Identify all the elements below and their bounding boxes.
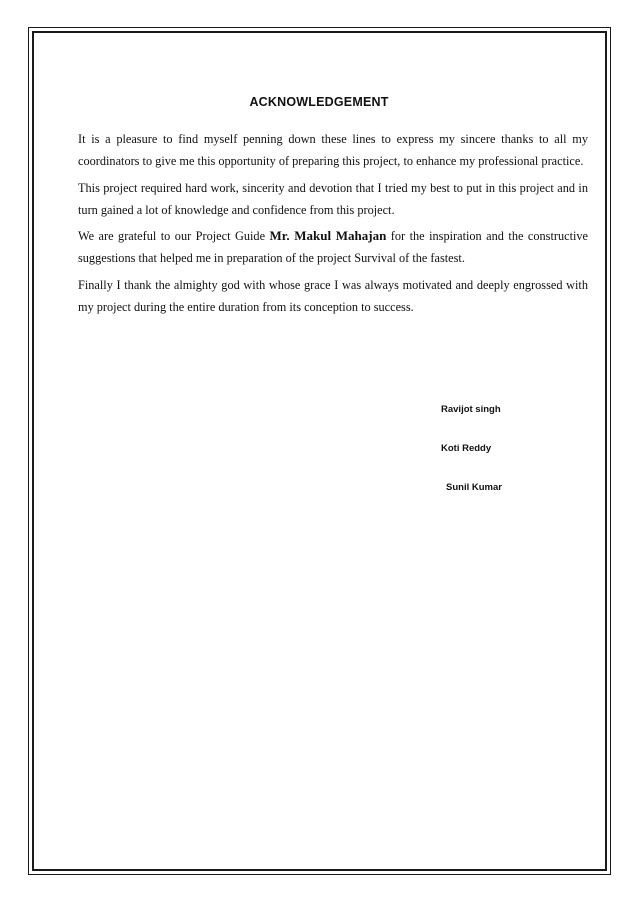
acknowledgement-body [78,128,588,322]
signatory-2: Koti Reddy [441,443,492,454]
paragraph-3-end: for the inspiration and the constructive suggestions that helped me in preparation of the project Survival of the fastest. [78,229,589,265]
signatory-1: Ravijot singh [441,404,501,415]
paragraph-1: It is a pleasure to find myself penning down these lines to express my sincere thanks to all my coordinators to give me this opportunity of preparing this project, to enhance my professional practice. [78,132,588,168]
paragraph-4: Finally I thank the almighty god with whose grace I was always motivated and deeply engrossed with my project during the entire duration from its conception to success. [78,277,588,314]
paragraph-3-start: We are grateful to our Project Guide [78,229,270,243]
project-guide-name: Mr. Makul Mahajan [269,228,387,243]
page-title: ACKNOWLEDGEMENT [249,95,389,109]
signatory-3: Sunil Kumar [446,482,502,493]
paragraph-2: This project required hard work, sincerity and devotion that I tried my best to put in this project and in turn gained a lot of knowledge and confidence from this project. [78,180,588,217]
paragraph-3 [78,225,588,269]
